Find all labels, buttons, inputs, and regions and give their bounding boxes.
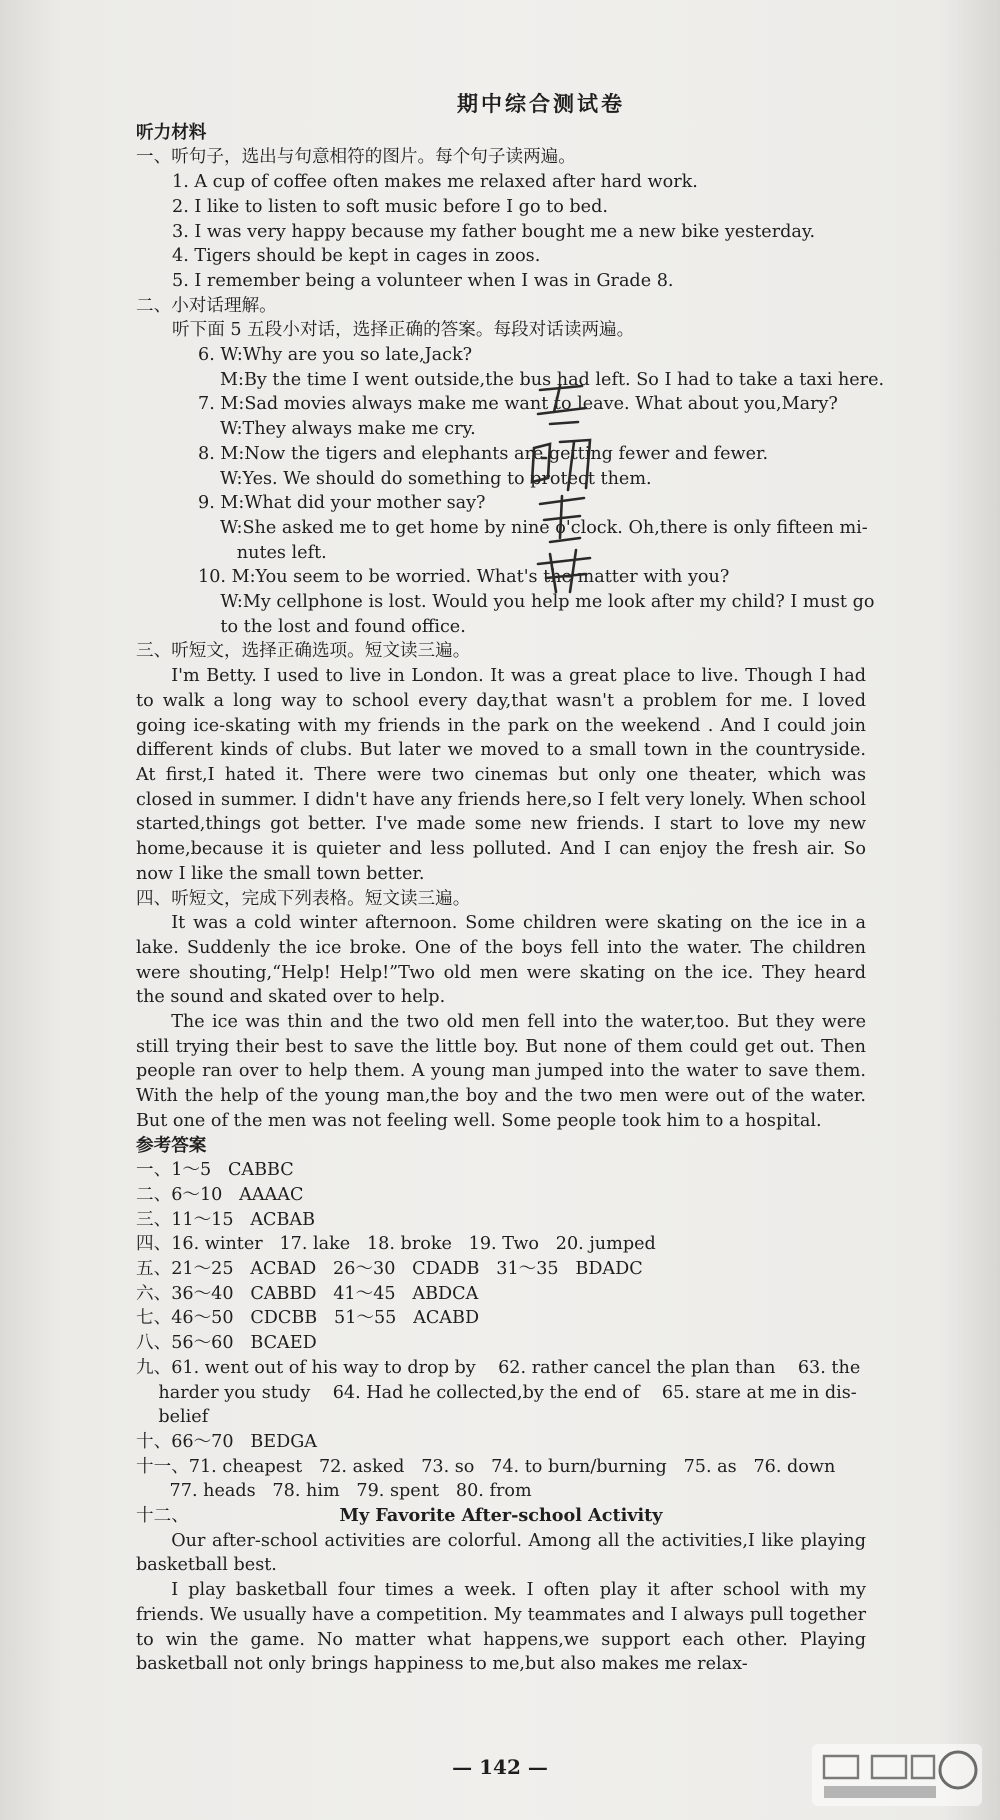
answer-line: 六、36～40 CABBD 41～45 ABDCA xyxy=(136,1283,479,1304)
answer-line: 十、66～70 BEDGA xyxy=(136,1431,317,1452)
handwritten-marks-icon xyxy=(520,378,610,598)
answer-line: 二、6～10 AAAAC xyxy=(136,1184,304,1205)
answer-line: 一、1～5 CABBC xyxy=(136,1160,294,1181)
part4 xyxy=(136,887,866,1134)
answer-line: 77. heads 78. him 79. spent 80. from xyxy=(136,1481,532,1502)
answer-line: 十一、71. cheapest 72. asked 73. so 74. to burn/burning 75. as 76. down xyxy=(136,1456,836,1477)
part2-intro: 听下面 5 五段小对话，选择正确的答案。每段对话读两遍。 xyxy=(172,320,635,341)
part4-paragraph: It was a cold winter afternoon. Some children were skating on the ice in a lake. Suddenly the ice broke. One of the boys fell into the water. The children were shouting,“Help! Help!”Two old men were skating on the ice. They heard the sound and skated over to help. xyxy=(136,913,866,1008)
list-item: 5. I remember being a volunteer when I was in Grade 8. xyxy=(172,270,674,291)
part4-heading: 四、听短文，完成下列表格。短文读三遍。 xyxy=(136,888,471,909)
dialogue-line: M:By the time I went outside,the bus had left. So I had to take a taxi here. xyxy=(220,369,885,390)
section-listening-heading: 听力材料 xyxy=(136,121,207,143)
essay-paragraph: Our after-school activities are colorful. Among all the activities,I like playing basketball best. xyxy=(136,1530,866,1576)
answers-heading: 参考答案 xyxy=(136,1134,207,1156)
essay-title: My Favorite After-school Activity xyxy=(339,1505,663,1527)
dialogue-line: W:She asked me to get home by nine o'clock. Oh,there is only fifteen mi- xyxy=(220,517,868,538)
dialogue-line: 10. M:You seem to be worried. What's the matter with you? xyxy=(198,567,730,588)
dialogue-line: to the lost and found office. xyxy=(198,616,466,637)
essay xyxy=(136,1504,866,1677)
part3 xyxy=(136,639,866,886)
dialogue-line: 8. M:Now the tigers and elephants are getting fewer and fewer. xyxy=(198,443,769,464)
list-item: 3. I was very happy because my father bought me a new bike yesterday. xyxy=(172,221,816,242)
part1-heading: 一、听句子，选出与句意相符的图片。每个句子读两遍。 xyxy=(136,147,576,168)
document-content xyxy=(136,91,885,1677)
watermark-logo xyxy=(812,1744,982,1806)
part3-heading: 三、听短文，选择正确选项。短文读三遍。 xyxy=(136,641,471,662)
answer-line: 九、61. went out of his way to drop by 62. rather cancel the plan than 63. the xyxy=(136,1357,861,1378)
part2 xyxy=(136,294,885,640)
dialogue-line: 7. M:Sad movies always make me want to leave. What about you,Mary? xyxy=(198,394,838,415)
dialogue-line: nutes left. xyxy=(220,542,327,563)
essay-paragraph: I play basketball four times a week. I often play it after school with my friends. We usually have a competition. My teammates and I always pull together to win the game. No matter what happens,we support each other. Playing basketball not only brings happiness to me,but also makes me relax- xyxy=(136,1580,866,1675)
answer-line: 三、11～15 ACBAB xyxy=(136,1209,316,1230)
answer-line: 四、16. winter 17. lake 18. broke 19. Two 20. jumped xyxy=(136,1234,656,1255)
dialogue-line: 9. M:What did your mother say? xyxy=(198,493,486,514)
part2-heading: 二、小对话理解。 xyxy=(136,295,277,316)
list-item: 2. I like to listen to soft music before I go to bed. xyxy=(172,196,608,217)
list-item: 1. A cup of coffee often makes me relaxed after hard work. xyxy=(172,172,698,193)
answer-line: belief xyxy=(136,1407,209,1428)
dialogue-line: W:Yes. We should do something to protect them. xyxy=(220,468,652,489)
part4-paragraph: The ice was thin and the two old men fell into the water,too. But they were still trying their best to save the little boy. But none of them could get out. Then people ran over to help them. A young man jumped into the water to save them. With the help of the young man,the boy and the two men were out of the water. But one of the men was not feeling well. Some people took him to a hospital. xyxy=(136,1012,866,1131)
essay-number: 十二、 xyxy=(136,1506,189,1527)
dialogue-line: 6. W:Why are you so late,Jack? xyxy=(198,345,473,366)
page-number: — 142 — xyxy=(452,1755,548,1779)
part1 xyxy=(136,145,866,293)
answer-line: 五、21～25 ACBAD 26～30 CDADB 31～35 BDADC xyxy=(136,1259,643,1280)
answers xyxy=(136,1134,866,1505)
dialogue-line: W:They always make me cry. xyxy=(220,419,476,440)
list-item: 4. Tigers should be kept in cages in zoos. xyxy=(172,246,541,267)
dialogue-line: W:My cellphone is lost. Would you help me look after my child? I must go xyxy=(198,592,875,613)
answer-line: 八、56～60 BCAED xyxy=(136,1333,317,1354)
part3-passage: I'm Betty. I used to live in London. It was a great place to live. Though I had to walk a long way to school every day,that wasn't a problem for me. I loved going ice-skating with my friends in the park on the weekend . And I could join different kinds of clubs. But later we moved to a small town in the countryside. At first,I hated it. There were two cinemas but only one theater, which was closed in summer. I didn't have any friends here,so I felt very lonely. When school started,things got better. I've made some new friends. I start to love my new home,because it is quieter and less polluted. And I can enjoy the fresh air. So now I like the small town better. xyxy=(136,666,866,884)
answer-line: harder you study 64. Had he collected,by the end of 65. stare at me in dis- xyxy=(136,1382,857,1403)
answer-line: 七、46～50 CDCBB 51～55 ACABD xyxy=(136,1308,480,1329)
page-title: 期中综合测试卷 xyxy=(457,91,625,116)
